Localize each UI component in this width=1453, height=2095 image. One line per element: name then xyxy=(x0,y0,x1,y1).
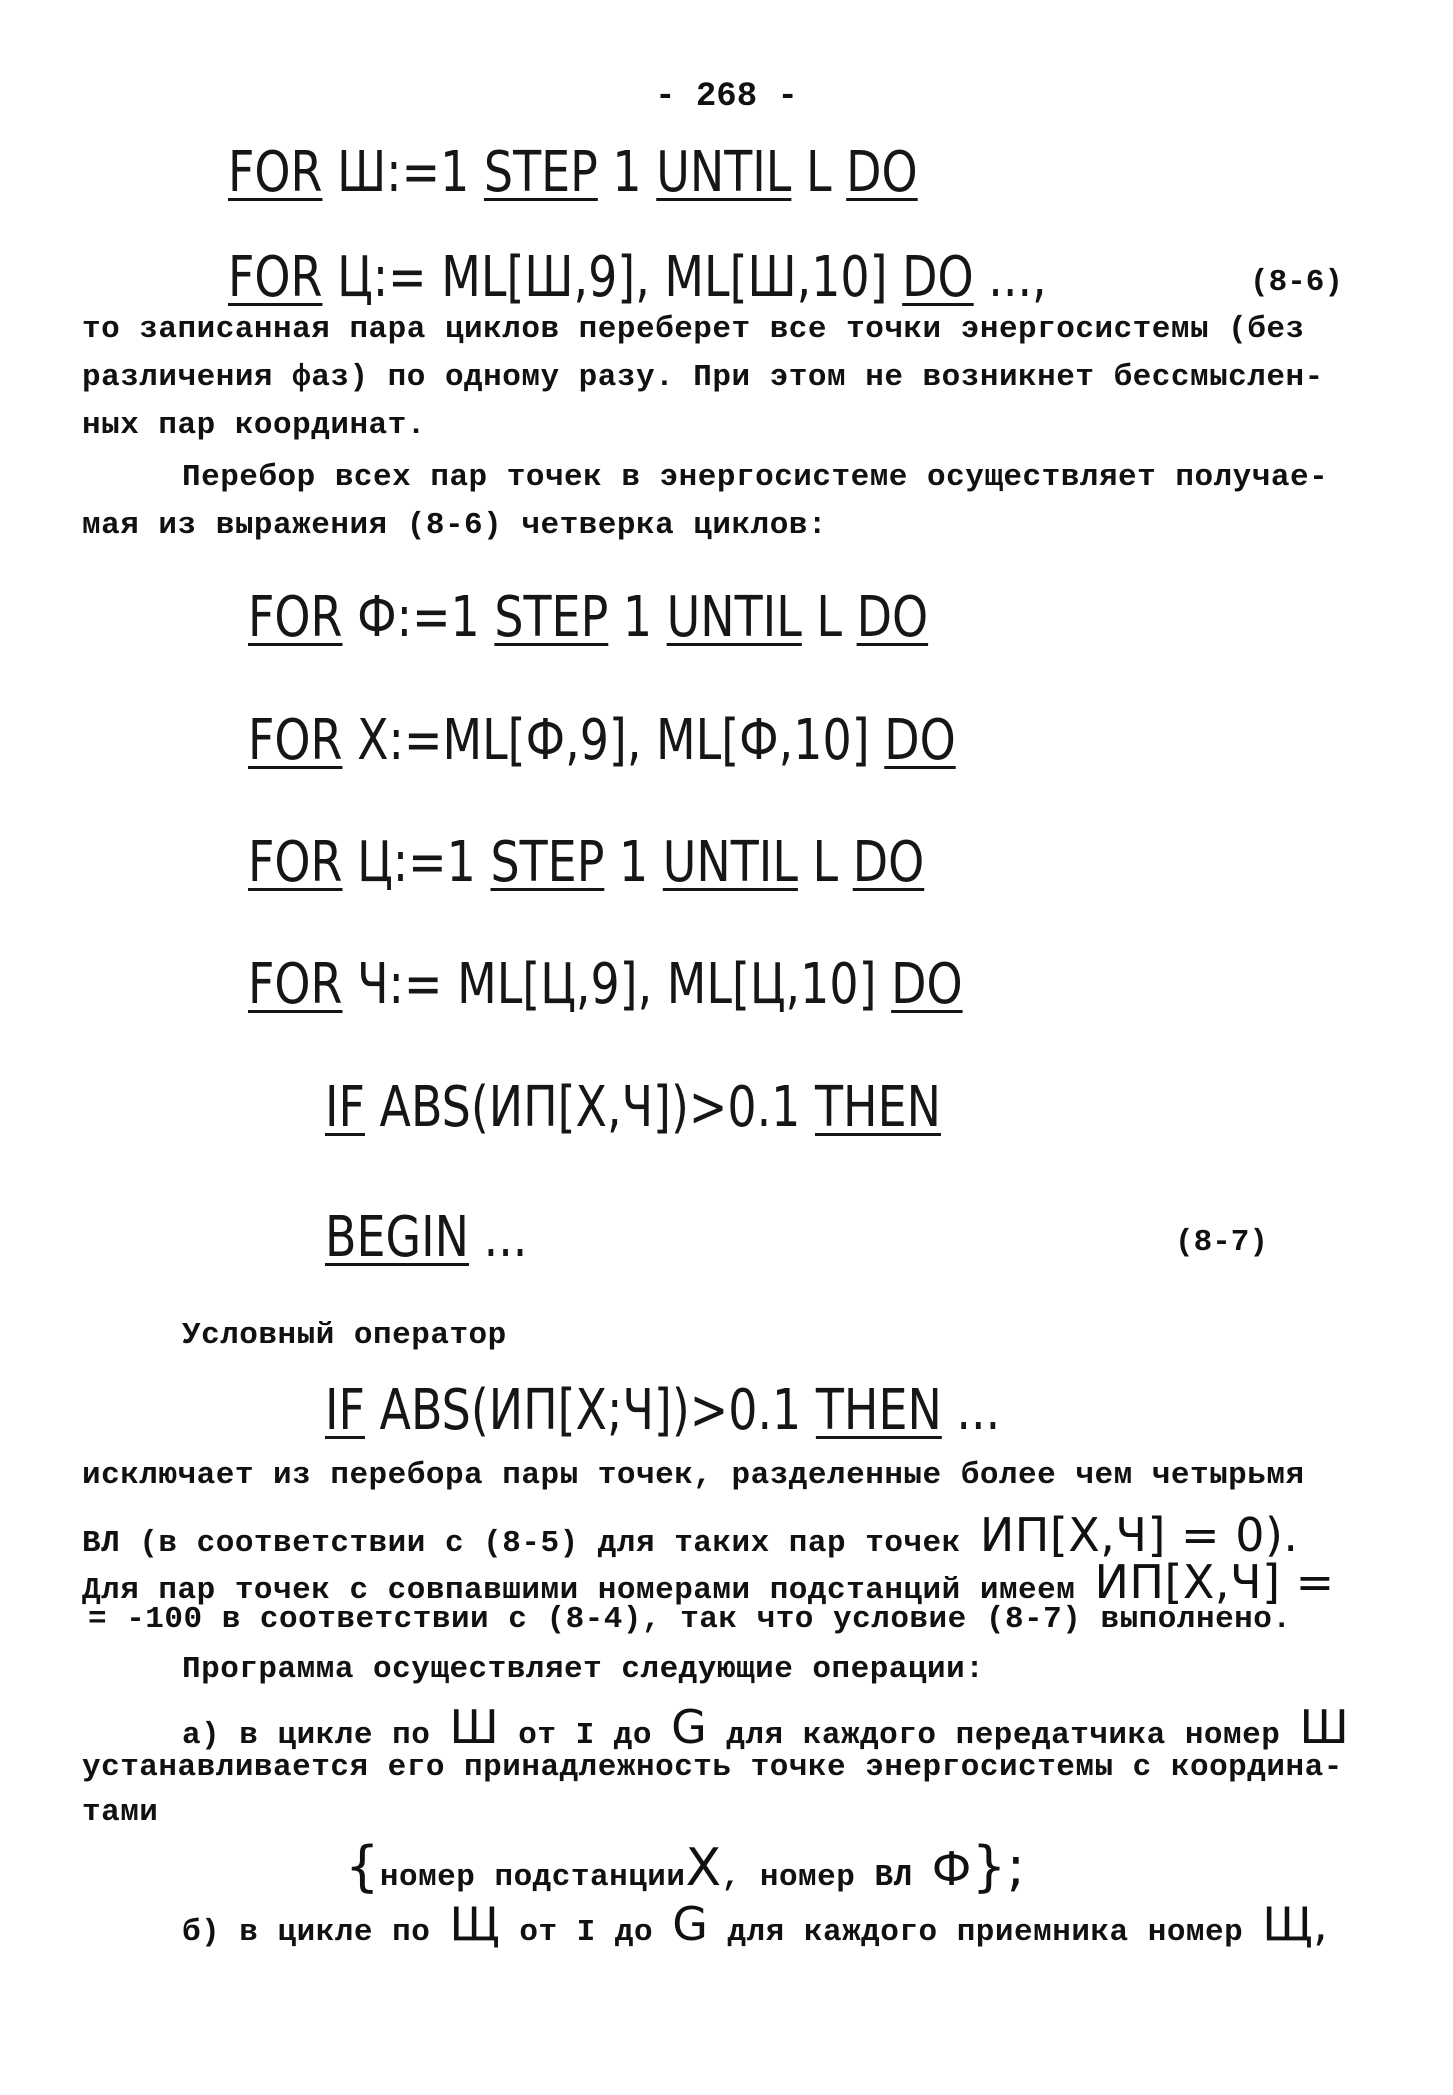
equation-number-8-6: (8-6) xyxy=(1250,265,1344,300)
kw-for: FOR xyxy=(228,245,323,310)
eq-8-6-line-1: FOR Ш:=1 STEP 1 UNTIL L DO xyxy=(228,140,918,205)
inline-math: ИП[Х,Ч] = 0). xyxy=(979,1508,1299,1562)
text-line: Перебор всех пар точек в энергосистеме осуществляет получае- xyxy=(182,460,1329,495)
kw-until: UNTIL xyxy=(656,140,792,205)
text-line: Программа осуществляет следующие операции: xyxy=(182,1652,985,1687)
eq-8-7-line-2: FOR Х:=ML[Ф,9], ML[Ф,10] DO xyxy=(248,708,956,773)
text-line: = -100 в соответствии с (8-4), так что условие (8-7) выполнено. xyxy=(88,1602,1292,1637)
equation-number-8-7: (8-7) xyxy=(1175,1225,1269,1260)
text-line: то записанная пара циклов переберет все точки энергосистемы (без xyxy=(82,312,1305,347)
text-line: исключает из перебора пары точек, разделенные более чем четырьмя xyxy=(82,1458,1305,1493)
eq-8-7-line-1: FOR Ф:=1 STEP 1 UNTIL L DO xyxy=(248,585,929,650)
kw-do: DO xyxy=(846,140,918,205)
kw-do: DO xyxy=(902,245,974,310)
text-line: ных пар координат. xyxy=(82,408,426,443)
eq-8-7-line-3: FOR Ц:=1 STEP 1 UNTIL L DO xyxy=(248,830,925,895)
text-line: различения фаз) по одному разу. При этом не возникнет бессмыслен- xyxy=(82,360,1324,395)
inline-math: ИП[Х,Ч] = xyxy=(1094,1555,1335,1609)
page-number: - 268 - xyxy=(655,78,798,116)
text-line: ВЛ (в соответствии с (8-5) для таких пар точек ИП[Х,Ч] = 0). xyxy=(82,1508,1299,1562)
text-line: устанавливается его принадлежность точке энергосистемы с координа- xyxy=(82,1750,1343,1785)
text-line: тами xyxy=(82,1795,159,1830)
list-item-a: а) в цикле по Ш от I до G для каждого передатчика номер Ш xyxy=(182,1700,1350,1754)
text-line: Условный оператор xyxy=(182,1318,507,1353)
eq-8-7-line-6: BEGIN ... xyxy=(325,1205,528,1270)
text-line: мая из выражения (8-6) четверка циклов: xyxy=(82,508,828,543)
kw-step: STEP xyxy=(483,140,598,205)
eq-8-7-line-4: FOR Ч:= ML[Ц,9], ML[Ц,10] DO xyxy=(248,952,963,1017)
eq-8-6-line-2: FOR Ц:= ML[Ш,9], ML[Ш,10] DO ..., xyxy=(228,245,1047,310)
conditional-equation: IF ABS(ИП[Х;Ч])>0.1 THEN ... xyxy=(325,1378,1001,1443)
coordinate-set: {номер подстанцииХ, номер ВЛ Ф}; xyxy=(345,1835,1026,1898)
list-item-b: б) в цикле по Щ от I до G для каждого приемника номер Щ, xyxy=(182,1897,1329,1951)
text-line: Для пар точек с совпавшими номерами подстанций имеем ИП[Х,Ч] = xyxy=(82,1555,1335,1609)
kw-for: FOR xyxy=(228,140,323,205)
eq-8-7-line-5: IF ABS(ИП[Х,Ч])>0.1 THEN xyxy=(325,1075,941,1140)
